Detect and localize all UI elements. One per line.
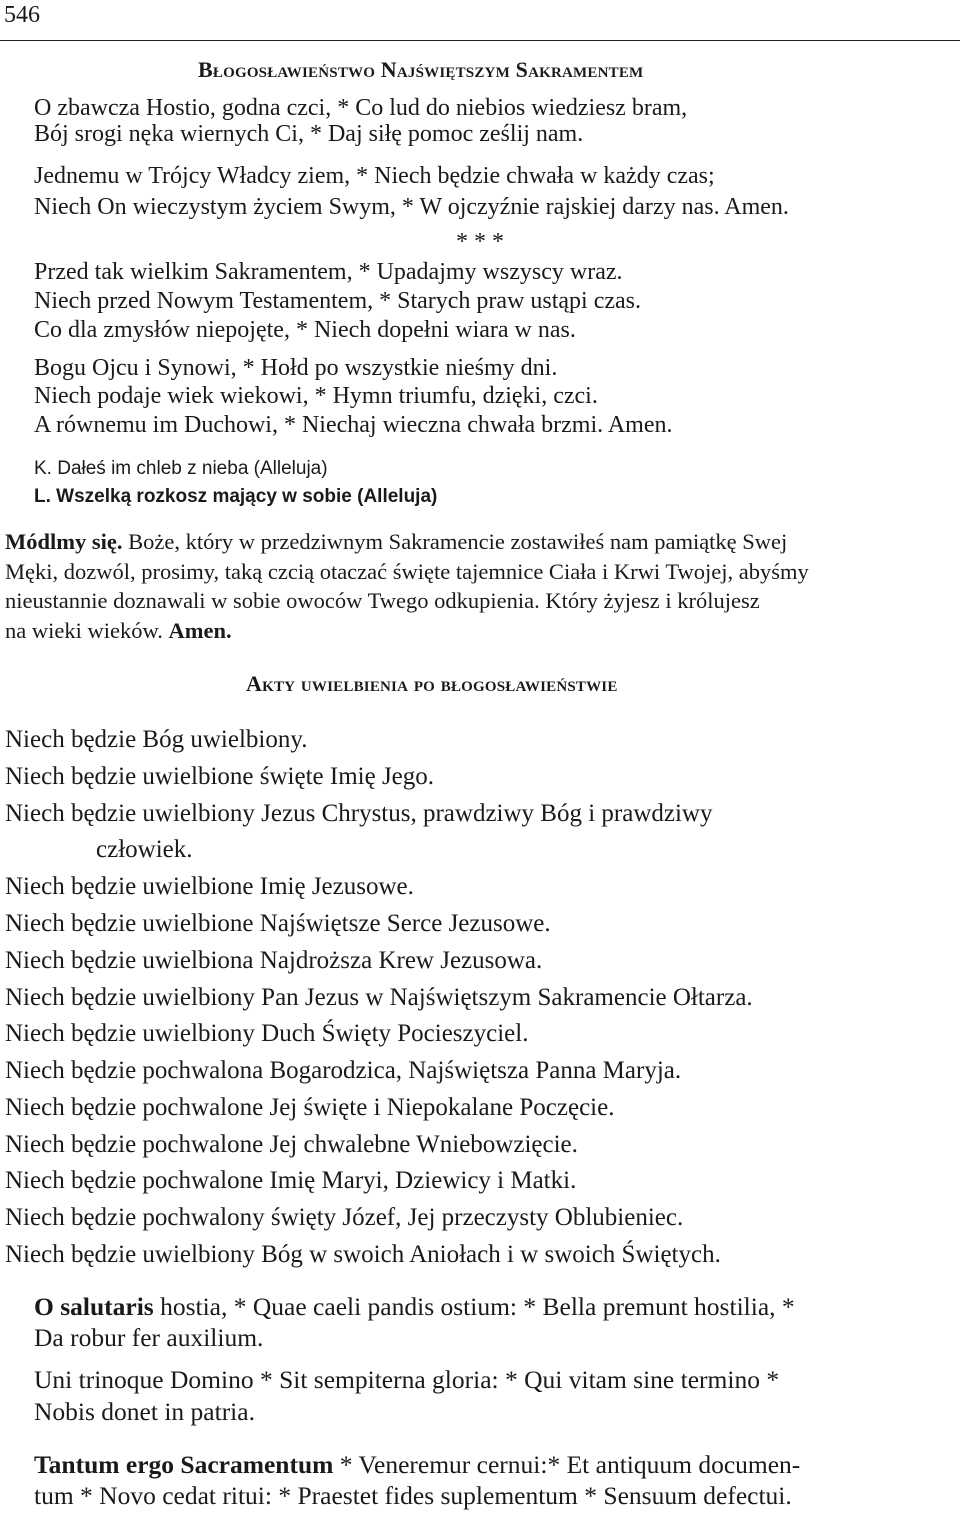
hymn-line: Niech przed Nowym Testamentem, * Starych praw ustąpi czas.	[34, 288, 642, 314]
acclamation-line: Niech będzie uwielbiona Najdroższa Krew Jezusowa.	[5, 947, 543, 974]
prayer-line	[5, 617, 232, 645]
acclamation-line: Niech będzie pochwalona Bogarodzica, Najświętsza Panna Maryja.	[5, 1057, 682, 1084]
hymn-line: Bój srogi nęka wiernych Ci, * Daj siłę pomoc ześlij nam.	[34, 121, 584, 147]
acclamation-line: Niech będzie uwielbiony Duch Święty Pocieszyciel.	[5, 1020, 529, 1047]
hymn-line: O zbawcza Hostio, godna czci, * Co lud do niebios wiedziesz bram,	[34, 95, 688, 121]
response	[34, 486, 437, 508]
header-rule	[0, 40, 960, 41]
latin-line: tum * Novo cedat ritui: * Praestet fides suplementum * Sensuum defectui.	[34, 1481, 792, 1510]
latin-line: Uni trinoque Domino * Sit sempiterna gloria: * Qui vitam sine termino *	[34, 1365, 780, 1394]
hymn-line: Co dla zmysłów niepojęte, * Niech dopełni wiara w nas.	[34, 317, 576, 343]
separator-stars: * * *	[456, 229, 504, 255]
prayer-text: Boże, który w przedziwnym Sakramencie zostawiłeś nam pamiątkę Swej	[128, 529, 788, 554]
acclamation-line: Niech będzie uwielbiony Pan Jezus w Najświętszym Sakramencie Ołtarza.	[5, 984, 753, 1011]
acclamation-line: człowiek.	[96, 836, 193, 863]
response-text: L. Wszelką rozkosz mający w sobie (Alleluja)	[34, 486, 438, 507]
latin-text: hostia, * Quae caeli pandis ostium: * Bella premunt hostilia, *	[153, 1292, 795, 1321]
acclamation-line: Niech będzie pochwalone Jej chwalebne Wniebowzięcie.	[5, 1131, 578, 1158]
section-title-acclamations: Akty uwielbienia po błogosławieństwie	[246, 671, 618, 696]
prayer-line	[5, 528, 787, 556]
acclamation-line: Niech będzie uwielbiony Bóg w swoich Aniołach i w swoich Świętych.	[5, 1241, 721, 1268]
versicle: K. Dałeś im chleb z nieba (Alleluja)	[34, 458, 328, 479]
latin-lead-tantum: Tantum ergo Sacramentum	[34, 1450, 334, 1479]
acclamation-line: Niech będzie uwielbione Imię Jezusowe.	[5, 873, 414, 900]
prayer-line: Męki, dozwól, prosimy, taką czcią otaczać święte tajemnice Ciała i Krwi Twojej, abyśmy	[5, 559, 809, 584]
acclamation-line: Niech będzie pochwalone Imię Maryi, Dziewicy i Matki.	[5, 1167, 577, 1194]
hymn-line: Bogu Ojcu i Synowi, * Hołd po wszystkie nieśmy dni.	[34, 355, 558, 381]
hymn-line: Przed tak wielkim Sakramentem, * Upadajmy wszyscy wraz.	[34, 259, 623, 285]
prayer-lead: Módlmy się.	[5, 529, 123, 554]
page-number: 546	[4, 2, 40, 28]
hymn-line: Niech On wieczystym życiem Swym, * W ojczyźnie rajskiej darzy nas. Amen.	[34, 194, 789, 220]
latin-text: * Veneremur cernui:* Et antiquum documen-	[333, 1450, 801, 1479]
latin-lead-salutaris: O salutaris	[34, 1292, 154, 1321]
latin-line: Nobis donet in patria.	[34, 1397, 255, 1426]
acclamation-line: Niech będzie uwielbione święte Imię Jego.	[5, 763, 435, 790]
acclamation-line: Niech będzie pochwalone Jej święte i Niepokalane Poczęcie.	[5, 1094, 615, 1121]
prayer-line: nieustannie doznawali w sobie owoców Twego odkupienia. Który żyjesz i królujesz	[5, 588, 760, 613]
acclamation-line: Niech będzie pochwalony święty Józef, Jej przeczysty Oblubieniec.	[5, 1204, 684, 1231]
prayer-text: na wieki wieków.	[5, 618, 163, 643]
section-title-blessing: Błogosławieństwo Najświętszym Sakramentem	[198, 57, 644, 82]
acclamation-line: Niech będzie uwielbiony Jezus Chrystus, prawdziwy Bóg i prawdziwy	[5, 800, 713, 827]
latin-line	[34, 1291, 795, 1323]
latin-line: Da robur fer auxilium.	[34, 1323, 264, 1352]
acclamation-line: Niech będzie Bóg uwielbiony.	[5, 726, 308, 753]
hymn-line: Niech podaje wiek wiekowi, * Hymn triumfu, dzięki, czci.	[34, 383, 598, 409]
acclamation-line: Niech będzie uwielbione Najświętsze Serce Jezusowe.	[5, 910, 551, 937]
hymn-line: Jednemu w Trójcy Władcy ziem, * Niech będzie chwała w każdy czas;	[34, 163, 715, 189]
latin-line	[34, 1449, 800, 1481]
hymn-line: A równemu im Duchowi, * Niechaj wieczna chwała brzmi. Amen.	[34, 412, 673, 438]
prayer-amen: Amen.	[168, 618, 232, 643]
